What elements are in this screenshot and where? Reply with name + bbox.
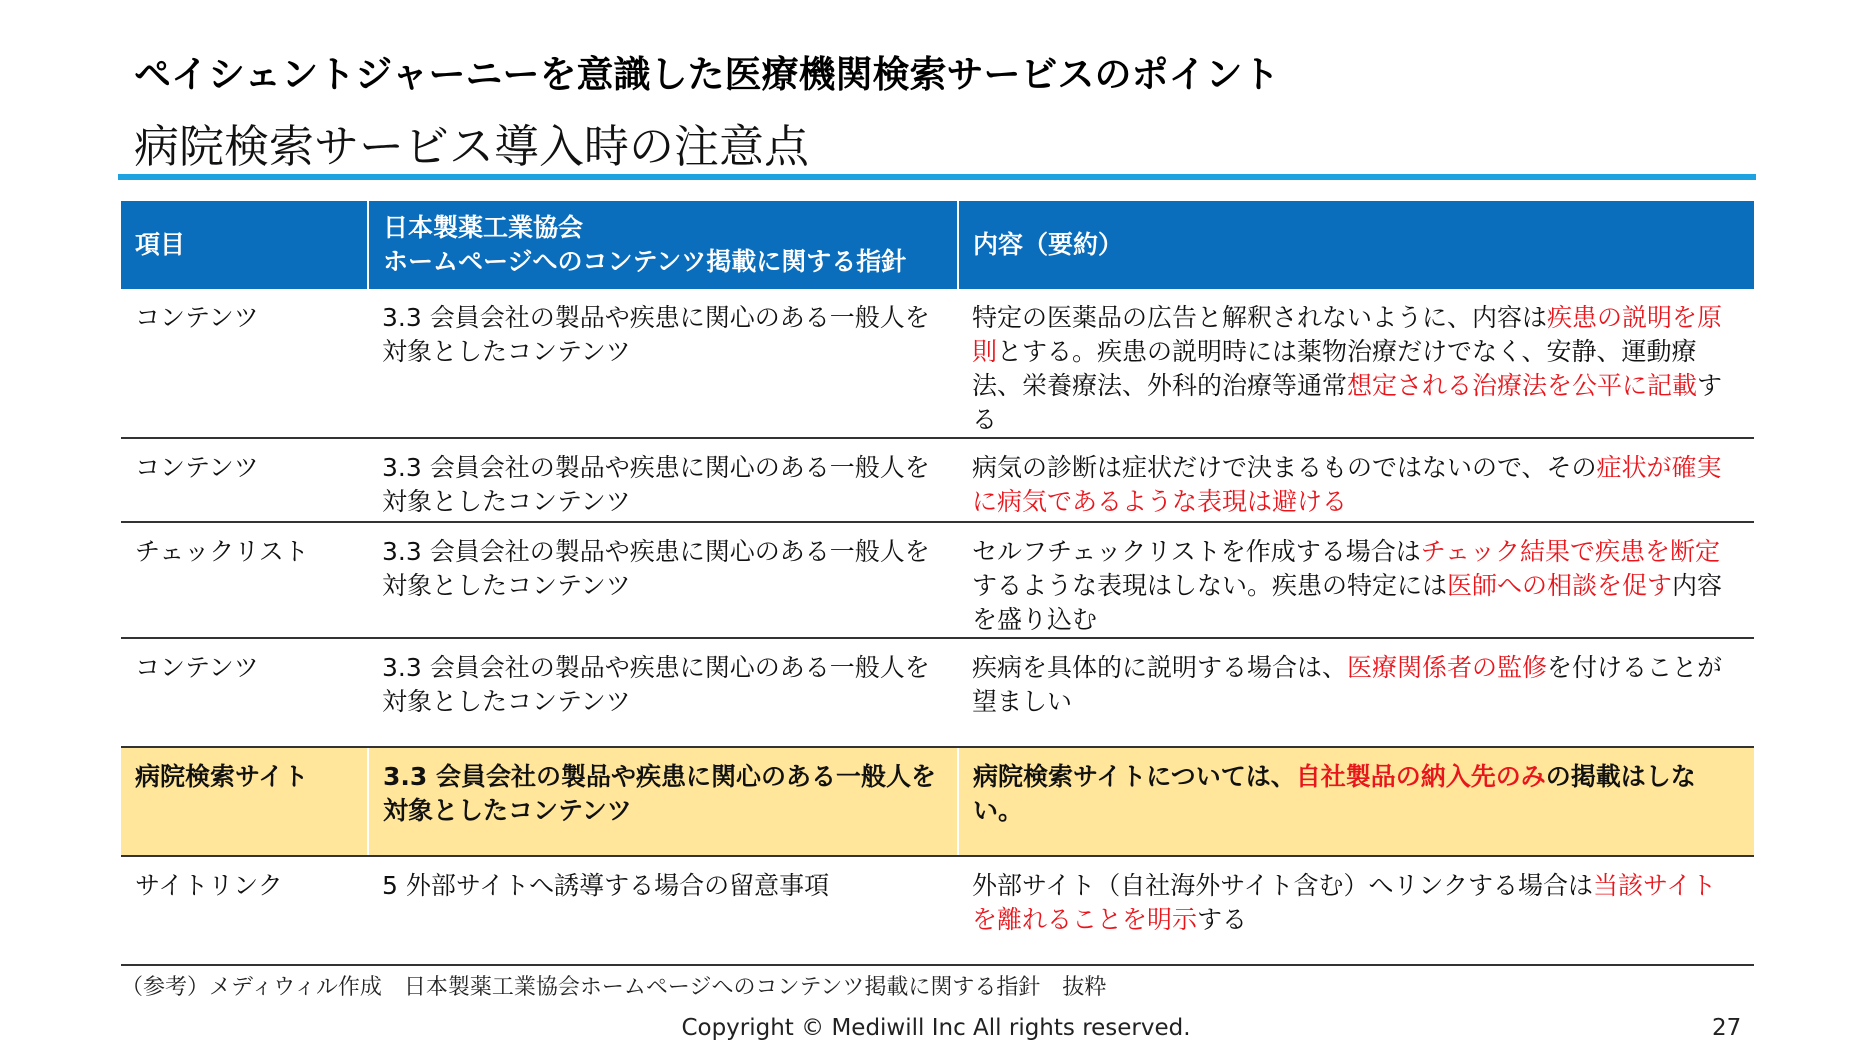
guideline-table [121, 201, 1754, 966]
cell-content [958, 747, 1754, 856]
header-guideline [368, 201, 958, 289]
cell-guideline: 3.3 会員会社の製品や疾患に関心のある一般人を対象としたコンテンツ [368, 289, 958, 438]
cell-item: チェックリスト [121, 522, 368, 638]
cell-content [958, 638, 1754, 747]
emphasis-text: 症状が確実に病気であるような表現は避ける [972, 453, 1722, 516]
content-text: する [972, 371, 1723, 434]
cell-content [958, 856, 1754, 965]
cell-content [958, 289, 1754, 438]
content-text: 特定の医薬品の広告と解釈されないように、内容は [972, 303, 1548, 332]
cell-item: コンテンツ [121, 289, 368, 438]
table-row [121, 522, 1754, 638]
cell-item: コンテンツ [121, 638, 368, 747]
cell-guideline: 3.3 会員会社の製品や疾患に関心のある一般人を対象としたコンテンツ [368, 747, 958, 856]
cell-content [958, 438, 1754, 522]
content-text: 外部サイト（自社海外サイト含む）へリンクする場合は [972, 871, 1594, 900]
emphasis-text: 自社製品の納入先のみ [1295, 762, 1546, 791]
reference-footnote: （参考）メディウィル作成 日本製薬工業協会ホームページへのコンテンツ掲載に関する指針 抜粋 [121, 975, 1107, 1000]
header-guideline-line1: 日本製薬工業協会 [383, 213, 584, 242]
table-row [121, 638, 1754, 747]
content-text: 病気の診断は症状だけで決まるものではないので、その [972, 453, 1597, 482]
cell-guideline: 3.3 会員会社の製品や疾患に関心のある一般人を対象としたコンテンツ [368, 438, 958, 522]
content-text: する [1197, 905, 1248, 934]
content-text: 疾病を具体的に説明する場合は、 [972, 653, 1348, 682]
cell-item: 病院検索サイト [121, 747, 368, 856]
table-header-row [121, 201, 1754, 289]
emphasis-text: 疾患の説明を原則 [972, 303, 1723, 366]
emphasis-text: 想定される治療法を公平に記載 [1347, 371, 1698, 400]
emphasis-text: 当該サイトを離れることを明示 [972, 871, 1717, 934]
content-text: するような表現はしない。疾患の特定には [972, 571, 1448, 600]
cell-item: コンテンツ [121, 438, 368, 522]
copyright-notice: Copyright © Mediwill Inc All rights reserved. [681, 1015, 1191, 1041]
cell-content [958, 522, 1754, 638]
content-text: 内容を盛り込む [972, 571, 1723, 634]
cell-guideline: 3.3 会員会社の製品や疾患に関心のある一般人を対象としたコンテンツ [368, 522, 958, 638]
cell-guideline: 5 外部サイトへ誘導する場合の留意事項 [368, 856, 958, 965]
content-text: とする。疾患の説明時には薬物治療だけでなく、安静、運動療法、栄養療法、外科的治療等通常 [972, 337, 1697, 400]
header-content: 内容（要約） [958, 201, 1754, 289]
cell-item: サイトリンク [121, 856, 368, 965]
header-guideline-line2: ホームページへのコンテンツ掲載に関する指針 [383, 247, 907, 276]
emphasis-text: チェック結果で疾患を断定 [1420, 537, 1721, 566]
content-text: の掲載はしない。 [973, 762, 1696, 825]
table-row-highlighted [121, 747, 1754, 856]
emphasis-text: 医師への相談を促す [1447, 571, 1673, 600]
table-row [121, 438, 1754, 522]
slide-title: ペイシェントジャーニーを意識した医療機関検索サービスのポイント [134, 53, 1280, 96]
content-text: 病院検索サイトについては、 [973, 762, 1296, 791]
table-row [121, 856, 1754, 965]
content-text: を付けることが望ましい [972, 653, 1723, 716]
header-item: 項目 [121, 201, 368, 289]
emphasis-text: 医療関係者の監修 [1347, 653, 1548, 682]
slide-subtitle: 病院検索サービス導入時の注意点 [134, 120, 810, 173]
table-row [121, 289, 1754, 438]
cell-guideline: 3.3 会員会社の製品や疾患に関心のある一般人を対象としたコンテンツ [368, 638, 958, 747]
content-text: セルフチェックリストを作成する場合は [972, 537, 1421, 566]
page-number: 27 [1712, 1015, 1742, 1041]
title-divider [118, 174, 1756, 180]
